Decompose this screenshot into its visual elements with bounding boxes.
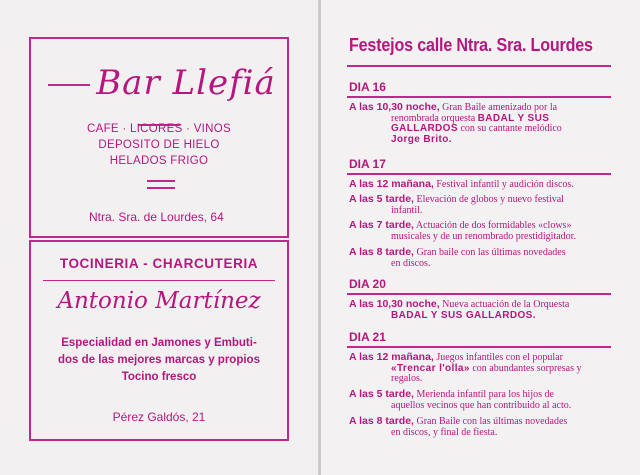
event-item xyxy=(349,389,611,411)
event-item xyxy=(349,220,611,242)
event-text: con su cantante melódico xyxy=(457,123,562,134)
day-rule xyxy=(347,96,611,98)
day-heading: DIA 17 xyxy=(349,157,386,171)
event-time: A las 7 tarde, xyxy=(349,219,414,231)
event-text: Festival infantil y audición discos. xyxy=(433,179,574,190)
event-time: A las 12 mañana, xyxy=(349,351,434,363)
tocineria-ad xyxy=(29,240,289,441)
event-text: infantil. xyxy=(391,204,423,216)
tocineria-description xyxy=(31,335,287,386)
event-item xyxy=(349,247,611,269)
event-text: aquellos vecinos que han contribuido al acto. xyxy=(391,399,572,411)
title-rule xyxy=(347,65,611,67)
bar-services xyxy=(31,121,287,169)
event-time: A las 10,30 noche, xyxy=(349,298,440,310)
heading-rule xyxy=(43,280,275,281)
day-rule xyxy=(347,293,611,295)
event-text: musicales y de un renombrado prestidigitador. xyxy=(391,230,576,242)
event-text: en discos, y final de fiesta. xyxy=(391,426,498,438)
day-rule xyxy=(347,346,611,348)
event-item xyxy=(349,179,611,191)
event-text: Gran Baile amenizado por la xyxy=(439,102,558,113)
event-text-bold: «Trencar l'olla» xyxy=(391,362,470,374)
event-time: A las 5 tarde, xyxy=(349,193,414,205)
event-text-bold: Jorge Brito. xyxy=(391,133,452,145)
event-text-bold: GALLARDOS xyxy=(391,123,458,134)
event-item xyxy=(349,299,611,321)
event-text: Juegos infantiles con el popular xyxy=(433,352,563,363)
event-time: A las 12 mañana, xyxy=(349,178,434,190)
event-item xyxy=(349,194,611,216)
event-text: en discos. xyxy=(391,257,431,269)
day-heading: DIA 16 xyxy=(349,80,386,94)
program-title: Festejos calle Ntra. Sra. Lourdes xyxy=(349,34,593,55)
tocineria-heading: TOCINERIA - CHARCUTERIA xyxy=(59,256,259,271)
left-page xyxy=(0,0,319,475)
event-text: con abundantes sorpresas y xyxy=(469,362,582,374)
event-item xyxy=(349,102,611,145)
bar-service-line: HELADOS FRIGO xyxy=(109,155,209,167)
day-rule xyxy=(347,173,611,175)
title-dash-left xyxy=(48,84,90,86)
day-heading: DIA 21 xyxy=(349,330,386,344)
bar-address: Ntra. Sra. de Lourdes, 64 xyxy=(89,210,224,224)
event-text-bold: BADAL Y SUS xyxy=(477,112,550,124)
event-text: regalos. xyxy=(391,373,423,384)
event-text: Gran Baile con las últimas novedades xyxy=(413,416,568,427)
bar-name-text: Bar Llefiá xyxy=(96,63,276,103)
event-text-bold: BADAL Y SUS GALLARDOS. xyxy=(391,309,536,321)
bar-service-line: DEPOSITO DE HIELO xyxy=(98,139,220,151)
event-item xyxy=(349,352,611,385)
event-time: A las 5 tarde, xyxy=(349,388,414,400)
bar-service-line: CAFE · LICORES · VINOS xyxy=(87,123,231,135)
event-text: Actuación de dos formidables «clows» xyxy=(413,220,572,231)
double-rule xyxy=(147,180,175,189)
event-time: A las 8 tarde, xyxy=(349,246,414,258)
day-heading: DIA 20 xyxy=(349,277,386,291)
event-text: Merienda infantil para los hijos de xyxy=(413,389,554,400)
event-time: A las 10,30 noche, xyxy=(349,101,440,113)
description-line: Especialidad en Jamones y Embuti- xyxy=(61,337,257,349)
description-line: dos de las mejores marcas y propios xyxy=(58,354,260,366)
event-text: Nueva actuación de la Orquesta xyxy=(439,299,570,310)
event-time: A las 8 tarde, xyxy=(349,415,414,427)
description-line: Tocino fresco xyxy=(121,371,197,383)
tocineria-address: Pérez Galdós, 21 xyxy=(112,410,206,424)
owner-name: Antonio Martínez xyxy=(57,288,261,314)
event-item xyxy=(349,416,611,438)
bar-llefia-ad xyxy=(29,37,289,238)
event-text: renombrada orquesta xyxy=(391,112,478,124)
event-text: Gran baile con las últimas novedades xyxy=(413,247,566,258)
event-text: Elevación de globos y nuevo festival xyxy=(413,194,564,205)
